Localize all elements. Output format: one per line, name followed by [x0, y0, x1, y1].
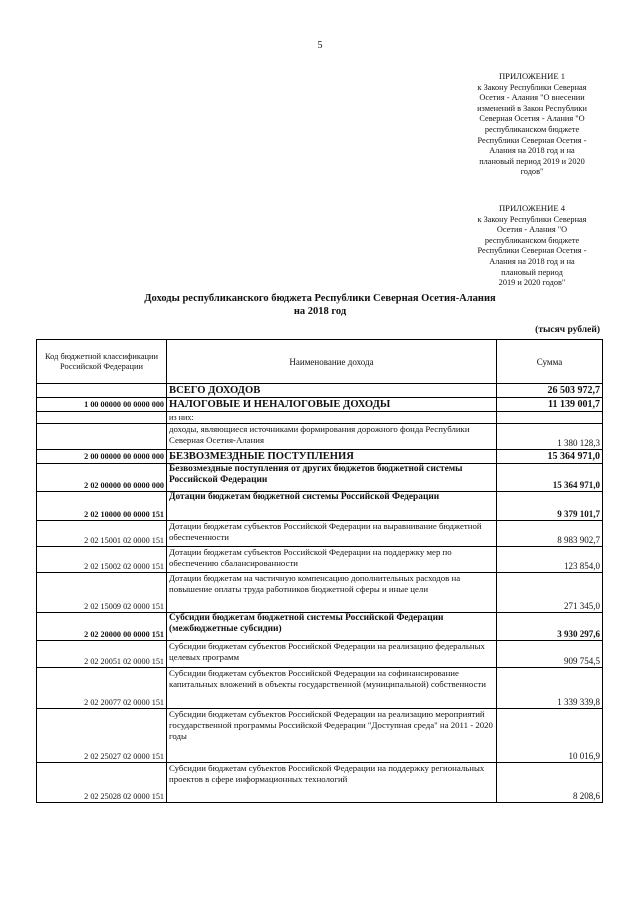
- cell-code: 2 02 25027 02 0000 151: [37, 709, 167, 763]
- cell-code: 2 02 20000 00 0000 151: [37, 613, 167, 641]
- page-number: 5: [317, 40, 323, 51]
- appendix-1-heading: ПРИЛОЖЕНИЕ 1: [498, 71, 566, 81]
- table-row: [37, 668, 603, 709]
- cell-sum: 11 139 001,7: [497, 398, 603, 412]
- appendix-1-note: [462, 71, 602, 178]
- cell-code: 2 02 20051 02 0000 151: [37, 641, 167, 668]
- cell-code: 2 00 00000 00 0000 000: [37, 450, 167, 464]
- table-row: [37, 573, 603, 613]
- appendix-4-line: плановый период: [501, 267, 563, 277]
- cell-name: Дотации бюджетам субъектов Российской Федерации на поддержку мер по обеспечению сбалансированности: [167, 547, 497, 573]
- cell-name: Дотации бюджетам субъектов Российской Федерации на выравнивание бюджетной обеспеченности: [167, 521, 497, 547]
- cell-sum: 9 379 101,7: [497, 492, 603, 521]
- cell-sum: 26 503 972,7: [497, 384, 603, 398]
- units-label: (тысяч рублей): [535, 325, 600, 335]
- appendix-1-line: республиканском бюджете: [484, 124, 580, 134]
- cell-code: 1 00 00000 00 0000 000: [37, 398, 167, 412]
- income-table-body: [37, 384, 603, 803]
- cell-code: [37, 412, 167, 424]
- table-row: [37, 641, 603, 668]
- appendix-4-line: к Закону Республики Северная: [477, 214, 587, 224]
- table-row: [37, 521, 603, 547]
- cell-name: Субсидии бюджетам субъектов Российской Федерации на поддержку региональных проектов в сфере информационных технологий: [167, 763, 497, 803]
- appendix-4-note: [462, 203, 602, 289]
- appendix-4-line: Алания на 2018 год и на: [489, 256, 575, 266]
- header-code: Код бюджетной классификации Российской Федерации: [37, 340, 167, 384]
- cell-name: Безвозмездные поступления от других бюджетов бюджетной системы Российской Федерации: [167, 464, 497, 492]
- document-title-line: Доходы республиканского бюджета Республики Северная Осетия-Алания: [144, 293, 496, 304]
- cell-sum: 123 854,0: [497, 547, 603, 573]
- cell-sum: 3 930 297,6: [497, 613, 603, 641]
- cell-name: Дотации бюджетам бюджетной системы Российской Федерации: [167, 492, 497, 521]
- appendix-1-line: Алания на 2018 год и на: [489, 146, 575, 156]
- cell-sum: 909 754,5: [497, 641, 603, 668]
- appendix-1-line: Республики Северная Осетия -: [477, 135, 587, 145]
- header-sum: Сумма: [497, 340, 603, 384]
- appendix-1-line: годов": [520, 167, 544, 177]
- document-title-line: на 2018 год: [293, 306, 347, 317]
- table-row: [37, 613, 603, 641]
- document-title: [80, 292, 560, 318]
- cell-name: из них:: [167, 412, 497, 424]
- cell-name: доходы, являющиеся источниками формирования дорожного фонда Республики Северная Осетия-Алания: [167, 424, 497, 450]
- cell-name: Субсидии бюджетам субъектов Российской Федерации на реализацию федеральных целевых программ: [167, 641, 497, 668]
- cell-code: 2 02 15002 02 0000 151: [37, 547, 167, 573]
- cell-sum: 1 380 128,3: [497, 424, 603, 450]
- table-row: [37, 424, 603, 450]
- cell-name: Дотации бюджетам на частичную компенсацию дополнительных расходов на повышение оплаты труда работников бюджетной сферы и иные цели: [167, 573, 497, 613]
- table-row: [37, 450, 603, 464]
- appendix-1-line: изменений в Закон Республики: [477, 103, 587, 113]
- cell-name: Субсидии бюджетам бюджетной системы Российской Федерации (межбюджетные субсидии): [167, 613, 497, 641]
- income-table: [36, 339, 603, 803]
- cell-code: 2 02 25028 02 0000 151: [37, 763, 167, 803]
- header-name: Наименование дохода: [167, 340, 497, 384]
- cell-sum: 10 016,9: [497, 709, 603, 763]
- cell-sum: 15 364 971,0: [497, 450, 603, 464]
- appendix-1-line: Осетия - Алания "О внесении: [479, 93, 585, 103]
- cell-name: Субсидии бюджетам субъектов Российской Федерации на реализацию мероприятий государственной программы Российской Федерации "Доступная среда" на 2011 - 2020 годы: [167, 709, 497, 763]
- cell-sum: 271 345,0: [497, 573, 603, 613]
- appendix-1-line: к Закону Республики Северная: [477, 82, 587, 92]
- cell-sum: 15 364 971,0: [497, 464, 603, 492]
- appendix-4-line: республиканском бюджете: [484, 235, 580, 245]
- cell-code: 2 02 15001 02 0000 151: [37, 521, 167, 547]
- cell-sum: 1 339 339,8: [497, 668, 603, 709]
- table-row: [37, 412, 603, 424]
- cell-code: 2 02 15009 02 0000 151: [37, 573, 167, 613]
- table-header-row: [37, 340, 603, 384]
- table-row: [37, 492, 603, 521]
- table-row: [37, 398, 603, 412]
- appendix-4-line: 2019 и 2020 годов": [498, 278, 566, 288]
- table-row: [37, 709, 603, 763]
- cell-name: ВСЕГО ДОХОДОВ: [167, 384, 497, 398]
- cell-code: 2 02 20077 02 0000 151: [37, 668, 167, 709]
- table-row: [37, 464, 603, 492]
- cell-code: 2 02 10000 00 0000 151: [37, 492, 167, 521]
- cell-sum: 8 208,6: [497, 763, 603, 803]
- cell-code: [37, 424, 167, 450]
- table-row: [37, 763, 603, 803]
- cell-code: [37, 384, 167, 398]
- appendix-4-line: Республики Северная Осетия -: [477, 246, 587, 256]
- table-row: [37, 384, 603, 398]
- appendix-4-line: Осетия - Алания "О: [496, 225, 568, 235]
- cell-sum: 8 983 902,7: [497, 521, 603, 547]
- appendix-1-line: плановый период 2019 и 2020: [479, 156, 585, 166]
- table-row: [37, 547, 603, 573]
- appendix-4-heading: ПРИЛОЖЕНИЕ 4: [498, 203, 566, 213]
- cell-name: Субсидии бюджетам субъектов Российской Федерации на софинансирование капитальных вложений в объекты государственной (муниципальной) собственности: [167, 668, 497, 709]
- cell-code: 2 02 00000 00 0000 000: [37, 464, 167, 492]
- cell-sum: [497, 412, 603, 424]
- cell-name: НАЛОГОВЫЕ И НЕНАЛОГОВЫЕ ДОХОДЫ: [167, 398, 497, 412]
- appendix-1-line: Северная Осетия - Алания "О: [479, 114, 585, 124]
- cell-name: БЕЗВОЗМЕЗДНЫЕ ПОСТУПЛЕНИЯ: [167, 450, 497, 464]
